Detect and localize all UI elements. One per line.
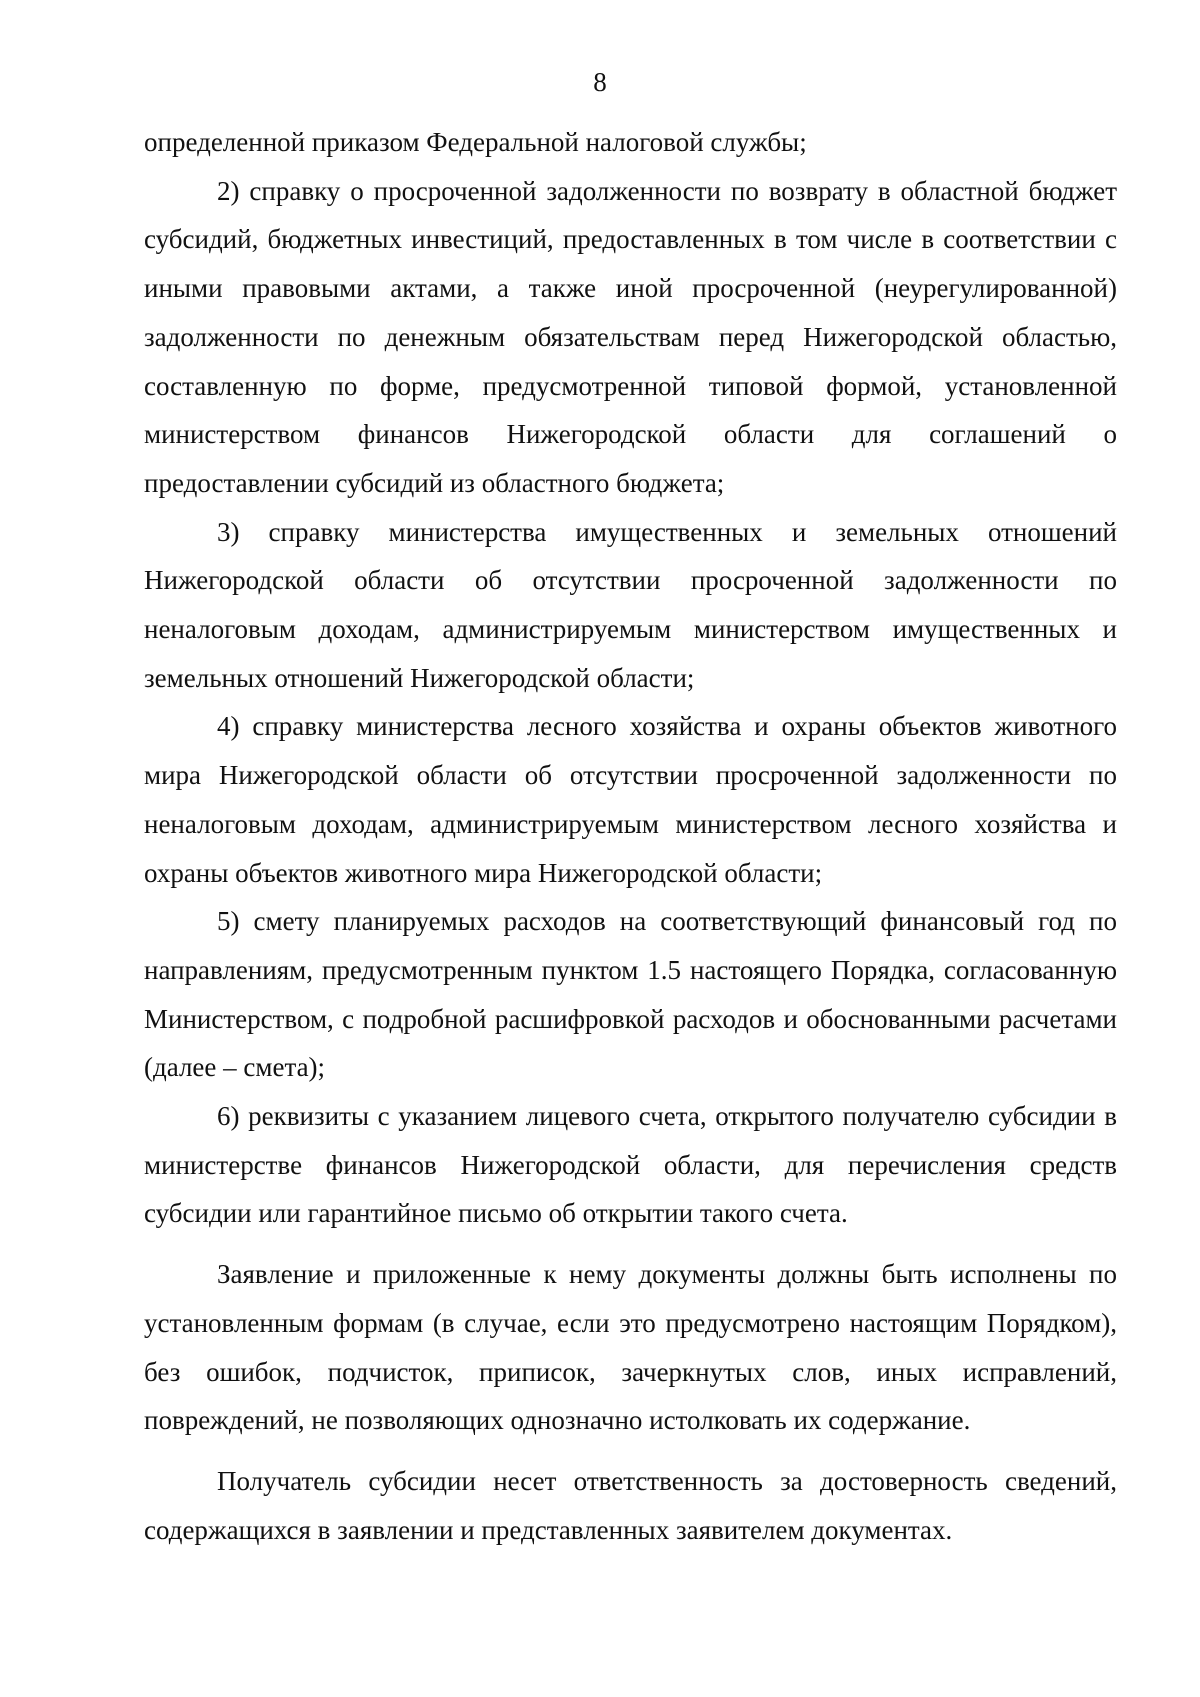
paragraph-item-5: 5) смету планируемых расходов на соответствующий финансовый год по направлениям, предусмотренным пунктом 1.5 настоящего Порядка, согласованную Министерством, с подробной расшифровкой расходов и обоснованными расчетами (далее – смета); bbox=[144, 906, 1117, 1083]
paragraph-responsibility: Получатель субсидии несет ответственность за достоверность сведений, содержащихся в заявлении и представленных заявителем документах. bbox=[144, 1465, 1117, 1545]
paragraph-item-2: 2) справку о просроченной задолженности по возврату в областной бюджет субсидий, бюджетных инвестиций, предоставленных в том числе в соответствии с иными правовыми актами, а также иной просроченной (неурегулированной) задолженности по денежным обязательствам перед Нижегородской областью, составленную по форме, предусмотренной типовой формой, установленной министерством финансов Нижегородской области для соглашений о предоставлении субсидий из областного бюджета; bbox=[144, 175, 1117, 498]
page-number: 8 bbox=[593, 67, 607, 97]
paragraph-requirements: Заявление и приложенные к нему документы должны быть исполнены по установленным формам (в случае, если это предусмотрено настоящим Порядком), без ошибок, подчисток, приписок, зачеркнутых слов, иных исправлений, повреждений, не позволяющих однозначно истолковать их содержание. bbox=[144, 1259, 1117, 1436]
paragraph-item-3: 3) справку министерства имущественных и земельных отношений Нижегородской области об отсутствии просроченной задолженности по неналоговым доходам, администрируемым министерством имущественных и земельных отношений Нижегородской области; bbox=[144, 516, 1117, 693]
paragraph-continuation: определенной приказом Федеральной налоговой службы; bbox=[144, 127, 807, 157]
paragraph-item-6: 6) реквизиты с указанием лицевого счета, открытого получателю субсидии в министерстве финансов Нижегородской области, для перечисления средств субсидии или гарантийное письмо об открытии такого счета. bbox=[144, 1101, 1117, 1229]
paragraph-item-4: 4) справку министерства лесного хозяйства и охраны объектов животного мира Нижегородской области об отсутствии просроченной задолженности по неналоговым доходам, администрируемым министерством лесного хозяйства и охраны объектов животного мира Нижегородской области; bbox=[144, 711, 1117, 888]
document-body bbox=[144, 118, 1117, 1554]
